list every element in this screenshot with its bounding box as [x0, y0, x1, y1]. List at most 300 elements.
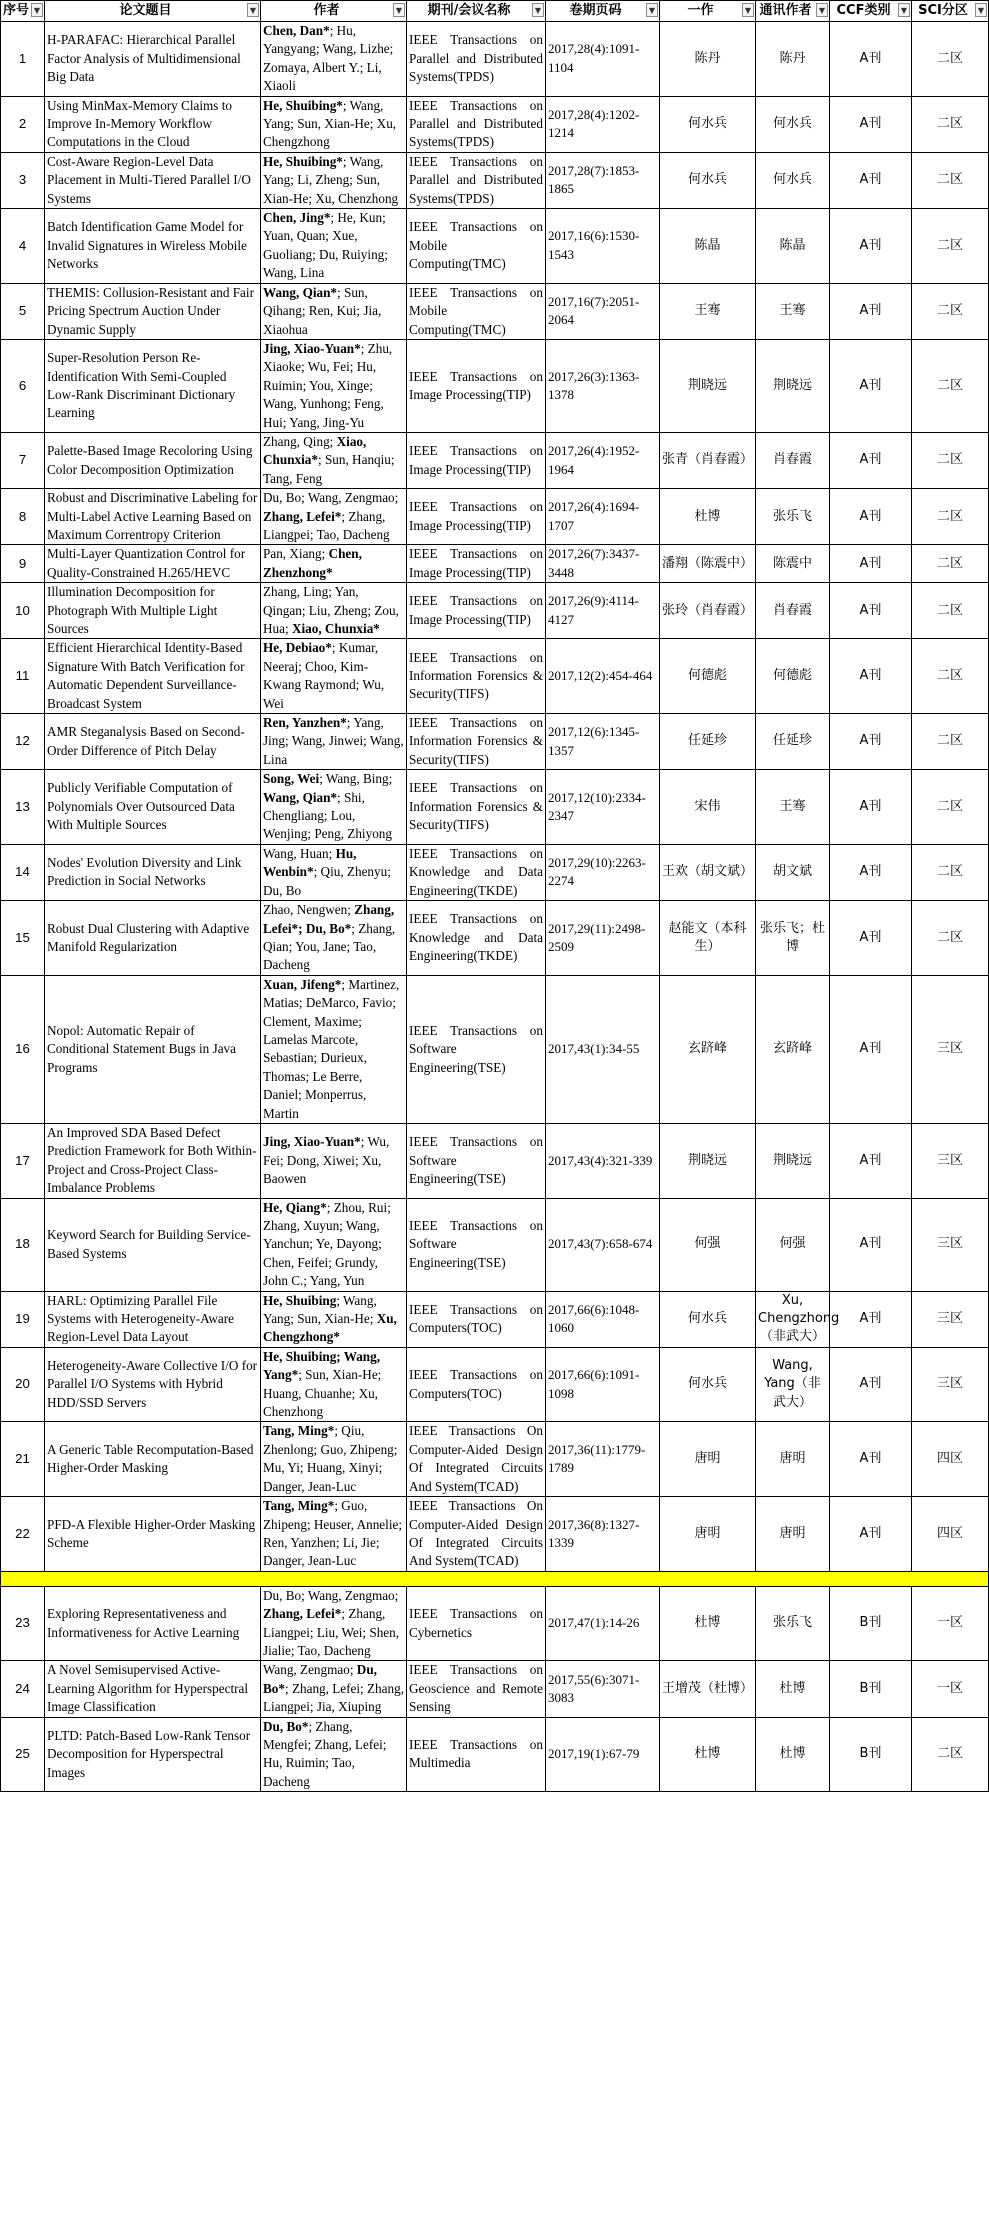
- cell-title[interactable]: Illumination Decomposition for Photograph With Multiple Light Sources: [45, 583, 261, 639]
- cell-sci[interactable]: 三区: [912, 1123, 989, 1198]
- cell-first-author[interactable]: 唐明: [660, 1497, 756, 1572]
- cell-ccf[interactable]: A刊: [830, 432, 912, 488]
- author-bold: Wang, Qian*: [263, 284, 338, 300]
- author-text: ; Wang, Yang; Li, Zheng; Sun, Xian-He; Xu, Chenzhong: [263, 153, 399, 206]
- cell-authors[interactable]: [261, 770, 407, 845]
- author-text: Du, Bo; Wang, Zengmao;: [263, 490, 399, 506]
- author-bold: Xiao, Chunxia*: [291, 621, 380, 636]
- cell-ccf[interactable]: A刊: [830, 583, 912, 639]
- cell-no[interactable]: 13: [1, 770, 45, 845]
- cell-corresponding-author[interactable]: Xu, Chengzhong（非武大）: [756, 1291, 830, 1347]
- cell-venue[interactable]: IEEE Transactions on Image Processing(TIP): [407, 545, 546, 583]
- author-text: ; Wang, Bing;: [319, 771, 393, 787]
- author-bold: Xuan, Jifeng*: [263, 976, 342, 992]
- cell-venue[interactable]: IEEE Transactions on Parallel and Distributed Systems(TPDS): [407, 152, 546, 208]
- cell-no[interactable]: 19: [1, 1291, 45, 1347]
- cell-venue[interactable]: IEEE Transactions on Mobile Computing(TMC): [407, 283, 546, 339]
- filter-dropdown-icon[interactable]: ▼: [393, 3, 405, 17]
- cell-volume[interactable]: 2017,28(4):1202-1214: [546, 96, 660, 152]
- cell-volume[interactable]: 2017,29(11):2498-2509: [546, 901, 660, 976]
- cell-volume[interactable]: 2017,26(9):4114-4127: [546, 583, 660, 639]
- cell-sci[interactable]: 二区: [912, 96, 989, 152]
- cell-first-author[interactable]: 宋伟: [660, 770, 756, 845]
- cell-ccf[interactable]: A刊: [830, 1497, 912, 1572]
- cell-sci[interactable]: 四区: [912, 1422, 989, 1497]
- cell-authors[interactable]: [261, 96, 407, 152]
- cell-no[interactable]: 3: [1, 152, 45, 208]
- header-label: SCI分区: [918, 2, 968, 18]
- cell-sci[interactable]: 二区: [912, 639, 989, 714]
- header-label: 通讯作者: [759, 2, 812, 18]
- header-label: 一作: [687, 2, 714, 18]
- author-text: ; Wang, Yang; Sun, Xian-He;: [263, 1292, 377, 1327]
- author-text: ; Kumar, Neeraj; Choo, Kim-Kwang Raymond; Wu, Wei: [263, 640, 385, 711]
- cell-venue[interactable]: IEEE Transactions On Computer-Aided Design Of Integrated Circuits And System(TCAD): [407, 1497, 546, 1572]
- table-row: [1, 1717, 989, 1792]
- cell-venue[interactable]: IEEE Transactions on Image Processing(TIP): [407, 489, 546, 545]
- cell-no[interactable]: 25: [1, 1717, 45, 1792]
- cell-authors[interactable]: [261, 1717, 407, 1792]
- author-bold: Wang, Qian*: [263, 789, 338, 805]
- cell-authors[interactable]: [261, 639, 407, 714]
- cell-authors[interactable]: [261, 152, 407, 208]
- cell-corresponding-author[interactable]: 何强: [756, 1198, 830, 1291]
- author-text: ; Zhang, Mengfei; Zhang, Lefei; Hu, Ruimin; Tao, Dacheng: [263, 1718, 387, 1789]
- cell-sci[interactable]: 一区: [912, 1586, 989, 1661]
- cell-volume[interactable]: 2017,43(7):658-674: [546, 1198, 660, 1291]
- cell-venue[interactable]: IEEE Transactions on Cybernetics: [407, 1586, 546, 1661]
- cell-corresponding-author[interactable]: 唐明: [756, 1422, 830, 1497]
- cell-corresponding-author[interactable]: 胡文斌: [756, 844, 830, 900]
- cell-sci[interactable]: 二区: [912, 152, 989, 208]
- header-label: 期刊/会议名称: [427, 2, 511, 18]
- cell-volume[interactable]: 2017,43(4):321-339: [546, 1123, 660, 1198]
- cell-title[interactable]: Nopol: Automatic Repair of Conditional Statement Bugs in Java Programs: [45, 975, 261, 1123]
- cell-ccf[interactable]: A刊: [830, 1347, 912, 1422]
- filter-dropdown-icon[interactable]: ▼: [31, 3, 43, 17]
- cell-authors[interactable]: [261, 1123, 407, 1198]
- cell-no[interactable]: 4: [1, 209, 45, 284]
- cell-sci[interactable]: 三区: [912, 1347, 989, 1422]
- cell-ccf[interactable]: A刊: [830, 770, 912, 845]
- cell-title[interactable]: PLTD: Patch-Based Low-Rank Tensor Decomposition for Hyperspectral Images: [45, 1717, 261, 1792]
- cell-no[interactable]: 7: [1, 432, 45, 488]
- header-venue: [407, 1, 546, 22]
- cell-volume[interactable]: 2017,16(7):2051-2064: [546, 283, 660, 339]
- cell-volume[interactable]: 2017,16(6):1530-1543: [546, 209, 660, 284]
- cell-ccf[interactable]: A刊: [830, 639, 912, 714]
- author-bold: Du, Bo*: [263, 1662, 377, 1696]
- cell-volume[interactable]: 2017,29(10):2263-2274: [546, 844, 660, 900]
- cell-corresponding-author[interactable]: 玄跻峰: [756, 975, 830, 1123]
- cell-corresponding-author[interactable]: 杜博: [756, 1661, 830, 1717]
- cell-ccf[interactable]: A刊: [830, 844, 912, 900]
- cell-first-author[interactable]: 唐明: [660, 1422, 756, 1497]
- cell-first-author[interactable]: 何水兵: [660, 152, 756, 208]
- cell-title[interactable]: PFD-A Flexible Higher-Order Masking Scheme: [45, 1497, 261, 1572]
- cell-first-author[interactable]: 杜博: [660, 1717, 756, 1792]
- author-bold: Tang, Ming*: [263, 1498, 335, 1514]
- cell-first-author[interactable]: 荆晓远: [660, 339, 756, 432]
- table-row: [1, 209, 989, 284]
- cell-sci[interactable]: 二区: [912, 489, 989, 545]
- author-bold: He, Debiao*: [263, 640, 332, 656]
- header-authors: [261, 1, 407, 22]
- cell-volume[interactable]: 2017,12(10):2334-2347: [546, 770, 660, 845]
- cell-no[interactable]: 10: [1, 583, 45, 639]
- cell-ccf[interactable]: B刊: [830, 1586, 912, 1661]
- cell-first-author[interactable]: 赵能文（本科生）: [660, 901, 756, 976]
- cell-ccf[interactable]: A刊: [830, 545, 912, 583]
- cell-volume[interactable]: 2017,28(7):1853-1865: [546, 152, 660, 208]
- cell-ccf[interactable]: A刊: [830, 339, 912, 432]
- cell-corresponding-author[interactable]: 王骞: [756, 283, 830, 339]
- cell-corresponding-author[interactable]: 荆晓远: [756, 1123, 830, 1198]
- cell-title[interactable]: Exploring Representativeness and Informativeness for Active Learning: [45, 1586, 261, 1661]
- cell-no[interactable]: 14: [1, 844, 45, 900]
- cell-authors[interactable]: [261, 1586, 407, 1661]
- filter-dropdown-icon[interactable]: ▼: [975, 3, 987, 17]
- cell-no[interactable]: 8: [1, 489, 45, 545]
- cell-title[interactable]: Super-Resolution Person Re-Identification With Semi-Coupled Low-Rank Discriminant Dictionary Learning: [45, 339, 261, 432]
- cell-sci[interactable]: 三区: [912, 1291, 989, 1347]
- author-bold: He, Shuibing; Wang, Yang*: [263, 1348, 381, 1383]
- cell-sci[interactable]: 四区: [912, 1497, 989, 1572]
- cell-venue[interactable]: IEEE Transactions on Software Engineering(TSE): [407, 975, 546, 1123]
- cell-first-author[interactable]: 荆晓远: [660, 1123, 756, 1198]
- cell-venue[interactable]: IEEE Transactions On Computer-Aided Design Of Integrated Circuits And System(TCAD): [407, 1422, 546, 1497]
- cell-first-author[interactable]: 杜博: [660, 1586, 756, 1661]
- cell-first-author[interactable]: 何水兵: [660, 1291, 756, 1347]
- author-text: Wang, Huan;: [263, 845, 336, 861]
- cell-title[interactable]: Cost-Aware Region-Level Data Placement in Multi-Tiered Parallel I/O Systems: [45, 152, 261, 208]
- cell-volume[interactable]: 2017,47(1):14-26: [546, 1586, 660, 1661]
- filter-dropdown-icon[interactable]: ▼: [898, 3, 910, 17]
- cell-sci[interactable]: 二区: [912, 339, 989, 432]
- cell-first-author[interactable]: 何德彪: [660, 639, 756, 714]
- cell-title[interactable]: A Generic Table Recomputation-Based Higher-Order Masking: [45, 1422, 261, 1497]
- cell-venue[interactable]: IEEE Transactions on Mobile Computing(TMC): [407, 209, 546, 284]
- cell-volume[interactable]: 2017,26(7):3437-3448: [546, 545, 660, 583]
- cell-venue[interactable]: IEEE Transactions on Image Processing(TIP): [407, 432, 546, 488]
- table-row: [1, 770, 989, 845]
- cell-sci[interactable]: 一区: [912, 1661, 989, 1717]
- cell-first-author[interactable]: 何水兵: [660, 96, 756, 152]
- author-bold: Xiao, Chunxia*: [263, 433, 367, 468]
- cell-venue[interactable]: IEEE Transactions on Parallel and Distributed Systems(TPDS): [407, 96, 546, 152]
- cell-ccf[interactable]: A刊: [830, 901, 912, 976]
- table-row: [1, 1347, 989, 1422]
- author-bold: He, Shuibing*: [263, 153, 343, 169]
- cell-authors[interactable]: [261, 283, 407, 339]
- table-row: [1, 1661, 989, 1717]
- cell-corresponding-author[interactable]: 何水兵: [756, 152, 830, 208]
- cell-title[interactable]: An Improved SDA Based Defect Prediction Framework for Both Within-Project and Cross-Project Class-Imbalance Problems: [45, 1123, 261, 1198]
- cell-venue[interactable]: IEEE Transactions on Multimedia: [407, 1717, 546, 1792]
- author-text: Zhang, Ling; Yan, Qingan; Liu, Zheng; Zou, Hua;: [263, 584, 399, 636]
- cell-authors[interactable]: [261, 1198, 407, 1291]
- cell-volume[interactable]: 2017,26(4):1694-1707: [546, 489, 660, 545]
- cell-ccf[interactable]: A刊: [830, 209, 912, 284]
- cell-title[interactable]: Batch Identification Game Model for Invalid Signatures in Wireless Mobile Networks: [45, 209, 261, 284]
- cell-no[interactable]: 2: [1, 96, 45, 152]
- author-bold: Song, Wei: [263, 771, 320, 787]
- cell-venue[interactable]: IEEE Transactions on Computers(TOC): [407, 1291, 546, 1347]
- cell-ccf[interactable]: A刊: [830, 714, 912, 770]
- cell-authors[interactable]: [261, 1347, 407, 1422]
- cell-title[interactable]: Publicly Verifiable Computation of Polynomials Over Outsourced Data With Multiple Sources: [45, 770, 261, 845]
- cell-authors[interactable]: [261, 1422, 407, 1497]
- cell-ccf[interactable]: B刊: [830, 1717, 912, 1792]
- cell-sci[interactable]: 二区: [912, 283, 989, 339]
- cell-sci[interactable]: 二区: [912, 714, 989, 770]
- cell-venue[interactable]: IEEE Transactions on Information Forensics & Security(TIFS): [407, 770, 546, 845]
- cell-volume[interactable]: 2017,36(11):1779-1789: [546, 1422, 660, 1497]
- cell-title[interactable]: THEMIS: Collusion-Resistant and Fair Pricing Spectrum Auction Under Dynamic Supply: [45, 283, 261, 339]
- cell-venue[interactable]: IEEE Transactions on Parallel and Distributed Systems(TPDS): [407, 22, 546, 97]
- cell-title[interactable]: A Novel Semisupervised Active-Learning Algorithm for Hyperspectral Image Classification: [45, 1661, 261, 1717]
- cell-corresponding-author[interactable]: Wang, Yang（非武大）: [756, 1347, 830, 1422]
- cell-title[interactable]: HARL: Optimizing Parallel File Systems with Heterogeneity-Aware Region-Level Data Layout: [45, 1291, 261, 1347]
- cell-venue[interactable]: IEEE Transactions on Knowledge and Data Engineering(TKDE): [407, 844, 546, 900]
- cell-ccf[interactable]: A刊: [830, 152, 912, 208]
- author-bold: Xu, Chengzhong*: [263, 1311, 397, 1345]
- cell-venue[interactable]: IEEE Transactions on Image Processing(TIP): [407, 583, 546, 639]
- cell-title[interactable]: Multi-Layer Quantization Control for Quality-Constrained H.265/HEVC: [45, 545, 261, 583]
- author-text: Zhang, Qing;: [263, 433, 337, 449]
- cell-authors[interactable]: [261, 22, 407, 97]
- cell-no[interactable]: 9: [1, 545, 45, 583]
- cell-no[interactable]: 12: [1, 714, 45, 770]
- filter-dropdown-icon[interactable]: ▼: [247, 3, 259, 17]
- cell-sci[interactable]: 二区: [912, 22, 989, 97]
- cell-no[interactable]: 24: [1, 1661, 45, 1717]
- author-text: ; Sun, Hanqiu; Tang, Feng: [263, 452, 395, 486]
- cell-authors[interactable]: [261, 1497, 407, 1572]
- cell-authors[interactable]: [261, 1291, 407, 1347]
- cell-authors[interactable]: [261, 209, 407, 284]
- cell-volume[interactable]: 2017,28(4):1091-1104: [546, 22, 660, 97]
- header-no: [1, 1, 45, 22]
- cell-first-author[interactable]: 任延珍: [660, 714, 756, 770]
- filter-dropdown-icon[interactable]: ▼: [532, 3, 544, 17]
- table-row: [1, 96, 989, 152]
- cell-no[interactable]: 20: [1, 1347, 45, 1422]
- cell-no[interactable]: 22: [1, 1497, 45, 1572]
- cell-corresponding-author[interactable]: 荆晓远: [756, 339, 830, 432]
- cell-volume[interactable]: 2017,55(6):3071-3083: [546, 1661, 660, 1717]
- cell-no[interactable]: 15: [1, 901, 45, 976]
- cell-first-author[interactable]: 杜博: [660, 489, 756, 545]
- cell-sci[interactable]: 二区: [912, 1717, 989, 1792]
- author-text: ; Wu, Fei; Dong, Xiwei; Xu, Baowen: [263, 1134, 390, 1186]
- cell-title[interactable]: Using MinMax-Memory Claims to Improve In-Memory Workflow Computations in the Cloud: [45, 96, 261, 152]
- cell-sci[interactable]: 二区: [912, 209, 989, 284]
- cell-corresponding-author[interactable]: 肖春霞: [756, 432, 830, 488]
- cell-no[interactable]: 23: [1, 1586, 45, 1661]
- cell-volume[interactable]: 2017,66(6):1091-1098: [546, 1347, 660, 1422]
- author-bold: Zhang, Lefei*: [263, 1606, 342, 1622]
- table-row: [1, 844, 989, 900]
- cell-title[interactable]: H-PARAFAC: Hierarchical Parallel Factor Analysis of Multidimensional Big Data: [45, 22, 261, 97]
- cell-no[interactable]: 17: [1, 1123, 45, 1198]
- author-text: ; He, Kun; Yuan, Quan; Xue, Guoliang; Du, Ruiying; Wang, Lina: [263, 210, 388, 281]
- cell-corresponding-author[interactable]: 陈晶: [756, 209, 830, 284]
- cell-authors[interactable]: [261, 583, 407, 639]
- cell-volume[interactable]: 2017,26(4):1952-1964: [546, 432, 660, 488]
- cell-first-author[interactable]: 王增茂（杜博）: [660, 1661, 756, 1717]
- cell-sci[interactable]: 二区: [912, 901, 989, 976]
- cell-ccf[interactable]: B刊: [830, 1661, 912, 1717]
- header-sci-zone: [912, 1, 989, 22]
- cell-corresponding-author[interactable]: 陈丹: [756, 22, 830, 97]
- filter-dropdown-icon[interactable]: ▼: [646, 3, 658, 17]
- author-text: ; Zhang, Qian; You, Jane; Tao, Dacheng: [263, 920, 396, 973]
- header-corresponding-author: [756, 1, 830, 22]
- cell-first-author[interactable]: 王骞: [660, 283, 756, 339]
- cell-ccf[interactable]: A刊: [830, 22, 912, 97]
- table-row: [1, 639, 989, 714]
- header-volume: [546, 1, 660, 22]
- cell-first-author[interactable]: 陈丹: [660, 22, 756, 97]
- cell-authors[interactable]: [261, 714, 407, 770]
- cell-sci[interactable]: 三区: [912, 1198, 989, 1291]
- cell-authors[interactable]: [261, 844, 407, 900]
- cell-authors[interactable]: [261, 975, 407, 1123]
- cell-title[interactable]: Keyword Search for Building Service-Based Systems: [45, 1198, 261, 1291]
- cell-no[interactable]: 6: [1, 339, 45, 432]
- cell-sci[interactable]: 二区: [912, 545, 989, 583]
- table-row: [1, 432, 989, 488]
- cell-corresponding-author[interactable]: 王骞: [756, 770, 830, 845]
- cell-sci[interactable]: 二区: [912, 432, 989, 488]
- cell-venue[interactable]: IEEE Transactions on Knowledge and Data Engineering(TKDE): [407, 901, 546, 976]
- cell-ccf[interactable]: A刊: [830, 975, 912, 1123]
- cell-authors[interactable]: [261, 489, 407, 545]
- cell-volume[interactable]: 2017,19(1):67-79: [546, 1717, 660, 1792]
- cell-ccf[interactable]: A刊: [830, 96, 912, 152]
- author-text: Du, Bo; Wang, Zengmao;: [263, 1587, 399, 1603]
- cell-title[interactable]: Robust Dual Clustering with Adaptive Manifold Regularization: [45, 901, 261, 976]
- cell-ccf[interactable]: A刊: [830, 1198, 912, 1291]
- cell-venue[interactable]: IEEE Transactions on Information Forensics & Security(TIFS): [407, 714, 546, 770]
- cell-ccf[interactable]: A刊: [830, 283, 912, 339]
- cell-corresponding-author[interactable]: 任延珍: [756, 714, 830, 770]
- cell-volume[interactable]: 2017,66(6):1048-1060: [546, 1291, 660, 1347]
- table-row: [1, 583, 989, 639]
- separator-cell: [1, 1571, 989, 1586]
- author-text: ; Zhang, Lefei; Zhang, Liangpei; Jia, Xiuping: [263, 1680, 404, 1715]
- cell-title[interactable]: Heterogeneity-Aware Collective I/O for Parallel I/O Systems with Hybrid HDD/SSD Servers: [45, 1347, 261, 1422]
- cell-volume[interactable]: 2017,12(2):454-464: [546, 639, 660, 714]
- cell-ccf[interactable]: A刊: [830, 1291, 912, 1347]
- cell-venue[interactable]: IEEE Transactions on Image Processing(TIP): [407, 339, 546, 432]
- cell-title[interactable]: Efficient Hierarchical Identity-Based Signature With Batch Verification for Automatic Dependent Surveillance-Broadcast System: [45, 639, 261, 714]
- cell-corresponding-author[interactable]: 何水兵: [756, 96, 830, 152]
- header-label: 作者: [313, 2, 340, 18]
- author-bold: Jing, Xiao-Yuan*: [263, 1134, 361, 1150]
- cell-ccf[interactable]: A刊: [830, 1123, 912, 1198]
- cell-venue[interactable]: IEEE Transactions on Computers(TOC): [407, 1347, 546, 1422]
- cell-no[interactable]: 18: [1, 1198, 45, 1291]
- header-first-author: [660, 1, 756, 22]
- separator-row: [1, 1571, 989, 1586]
- cell-first-author[interactable]: 何强: [660, 1198, 756, 1291]
- cell-authors[interactable]: [261, 432, 407, 488]
- author-text: Zhao, Nengwen;: [263, 902, 355, 918]
- cell-corresponding-author[interactable]: 杜博: [756, 1717, 830, 1792]
- cell-corresponding-author[interactable]: 肖春霞: [756, 583, 830, 639]
- cell-corresponding-author[interactable]: 何德彪: [756, 639, 830, 714]
- cell-corresponding-author[interactable]: 张乐飞；杜博: [756, 901, 830, 976]
- cell-first-author[interactable]: 张玲（肖春霞）: [660, 583, 756, 639]
- cell-sci[interactable]: 二区: [912, 770, 989, 845]
- cell-venue[interactable]: IEEE Transactions on Software Engineering(TSE): [407, 1198, 546, 1291]
- cell-volume[interactable]: 2017,12(6):1345-1357: [546, 714, 660, 770]
- cell-first-author[interactable]: 王欢（胡文斌）: [660, 844, 756, 900]
- cell-first-author[interactable]: 潘翔（陈震中）: [660, 545, 756, 583]
- author-text: ; Qiu, Zhenlong; Guo, Zhipeng; Mu, Yi; Huang, Xinyi; Danger, Jean-Luc: [263, 1423, 398, 1494]
- cell-title[interactable]: Robust and Discriminative Labeling for Multi-Label Active Learning Based on Maximum Correntropy Criterion: [45, 489, 261, 545]
- table-row: [1, 975, 989, 1123]
- filter-dropdown-icon[interactable]: ▼: [742, 3, 754, 17]
- author-text: ; Sun, Qihang; Ren, Kui; Jia, Xiaohua: [263, 284, 382, 337]
- cell-ccf[interactable]: A刊: [830, 1422, 912, 1497]
- cell-authors[interactable]: [261, 339, 407, 432]
- cell-no[interactable]: 5: [1, 283, 45, 339]
- cell-no[interactable]: 1: [1, 22, 45, 97]
- cell-sci[interactable]: 二区: [912, 583, 989, 639]
- cell-authors[interactable]: [261, 545, 407, 583]
- cell-title[interactable]: AMR Steganalysis Based on Second-Order Difference of Pitch Delay: [45, 714, 261, 770]
- cell-no[interactable]: 11: [1, 639, 45, 714]
- cell-authors[interactable]: [261, 1661, 407, 1717]
- cell-no[interactable]: 21: [1, 1422, 45, 1497]
- cell-title[interactable]: Palette-Based Image Recoloring Using Color Decomposition Optimization: [45, 432, 261, 488]
- filter-dropdown-icon[interactable]: ▼: [816, 3, 828, 17]
- author-text: ; Wang, Yang; Sun, Xian-He; Xu, Chengzhong: [263, 97, 397, 150]
- table-row: [1, 1497, 989, 1572]
- cell-corresponding-author[interactable]: 张乐飞: [756, 489, 830, 545]
- cell-first-author[interactable]: 张青（肖春霞）: [660, 432, 756, 488]
- cell-ccf[interactable]: A刊: [830, 489, 912, 545]
- cell-corresponding-author[interactable]: 唐明: [756, 1497, 830, 1572]
- cell-first-author[interactable]: 陈晶: [660, 209, 756, 284]
- cell-venue[interactable]: IEEE Transactions on Geoscience and Remote Sensing: [407, 1661, 546, 1717]
- table-row: [1, 1291, 989, 1347]
- author-bold: Zhang, Lefei*: [263, 508, 342, 524]
- cell-sci[interactable]: 二区: [912, 844, 989, 900]
- cell-authors[interactable]: [261, 901, 407, 976]
- cell-volume[interactable]: 2017,36(8):1327-1339: [546, 1497, 660, 1572]
- cell-no[interactable]: 16: [1, 975, 45, 1123]
- table-row: [1, 339, 989, 432]
- cell-volume[interactable]: 2017,26(3):1363-1378: [546, 339, 660, 432]
- table-row: [1, 545, 989, 583]
- cell-venue[interactable]: IEEE Transactions on Information Forensics & Security(TIFS): [407, 639, 546, 714]
- header-label: 序号: [3, 2, 30, 18]
- cell-title[interactable]: Nodes' Evolution Diversity and Link Prediction in Social Networks: [45, 844, 261, 900]
- cell-venue[interactable]: IEEE Transactions on Software Engineering(TSE): [407, 1123, 546, 1198]
- author-text: Pan, Xiang;: [263, 546, 329, 562]
- author-text: Wang, Zengmao;: [263, 1662, 357, 1678]
- cell-sci[interactable]: 三区: [912, 975, 989, 1123]
- cell-corresponding-author[interactable]: 张乐飞: [756, 1586, 830, 1661]
- cell-first-author[interactable]: 玄跻峰: [660, 975, 756, 1123]
- cell-corresponding-author[interactable]: 陈震中: [756, 545, 830, 583]
- cell-volume[interactable]: 2017,43(1):34-55: [546, 975, 660, 1123]
- cell-first-author[interactable]: 何水兵: [660, 1347, 756, 1422]
